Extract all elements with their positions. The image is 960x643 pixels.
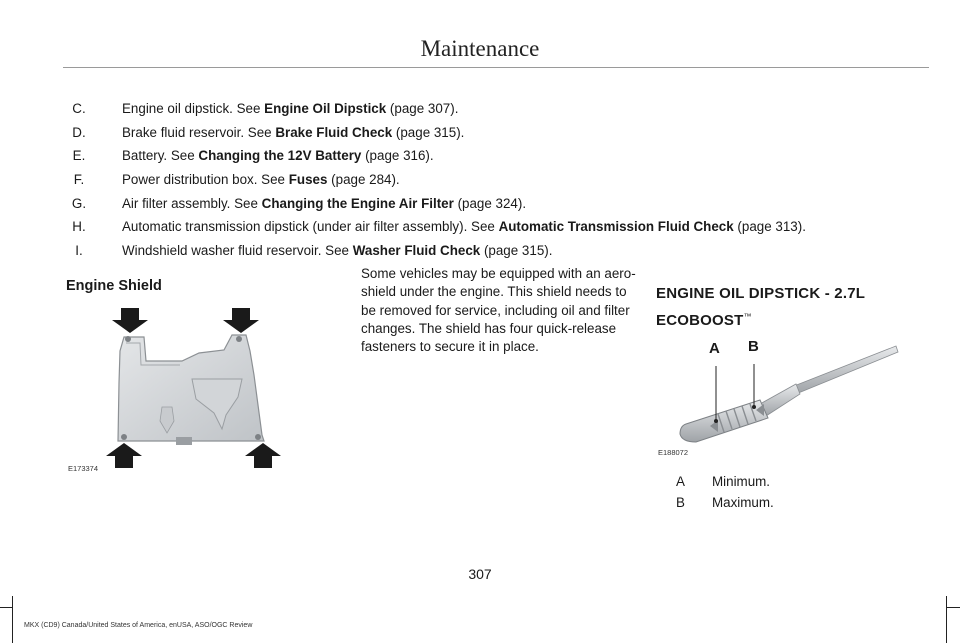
list-item-letter: H. <box>72 219 86 235</box>
image-code: E188072 <box>658 448 689 457</box>
cross-reference-link[interactable]: Automatic Transmission Fluid Check <box>498 219 734 235</box>
list-item-letter: C. <box>72 101 86 116</box>
up-arrow-icon <box>106 443 142 468</box>
cross-reference-link[interactable]: Changing the Engine Air Filter <box>261 195 454 211</box>
list-item-text: Windshield washer fluid reservoir. See Washer Fluid Check (page 315). <box>122 243 553 259</box>
list-item <box>60 147 900 171</box>
down-arrow-icon <box>112 308 148 333</box>
list-item-text: Brake fluid reservoir. See Brake Fluid Check (page 315). <box>122 124 465 140</box>
cross-reference-link[interactable]: Changing the 12V Battery <box>198 148 362 164</box>
crop-mark <box>947 607 960 608</box>
dipstick-illustration <box>656 338 900 448</box>
down-arrow-icon <box>223 308 259 333</box>
callout-b: B <box>748 338 759 355</box>
up-arrow-icon <box>245 443 281 468</box>
crop-mark <box>0 607 12 608</box>
list-item-text: Power distribution box. See Fuses (page 284). <box>122 172 400 188</box>
list-item <box>60 171 900 195</box>
engine-shield-heading: Engine Shield <box>66 278 162 294</box>
page-header-title: Maintenance <box>420 36 540 61</box>
list-item-letter: F. <box>73 172 85 188</box>
cross-reference-link[interactable]: Washer Fluid Check <box>352 243 481 259</box>
list-item <box>60 100 900 124</box>
list-item-letter: E. <box>72 148 86 164</box>
callout-a: A <box>709 340 720 357</box>
list-item <box>60 218 900 242</box>
image-code: E173374 <box>68 464 99 473</box>
legend-value: Minimum. <box>712 474 771 489</box>
legend-key: A <box>676 474 685 489</box>
component-list <box>60 100 900 266</box>
page-number: 307 <box>468 566 492 582</box>
crop-mark <box>946 596 947 643</box>
list-item-text: Air filter assembly. See Changing the Engine Air Filter (page 324). <box>122 195 527 211</box>
cross-reference-link[interactable]: Fuses <box>288 172 328 188</box>
list-item-letter: I. <box>75 243 83 259</box>
list-item <box>60 195 900 219</box>
list-item-text: Automatic transmission dipstick (under air filter assembly). See Automatic Transmission Fluid Check (page 313). <box>122 219 806 235</box>
list-item-text: Battery. See Changing the 12V Battery (page 316). <box>122 148 434 164</box>
crop-mark <box>12 596 13 643</box>
list-item <box>60 242 900 266</box>
list-item <box>60 124 900 148</box>
legend-value: Maximum. <box>712 495 774 510</box>
list-item-letter: G. <box>71 195 87 211</box>
dipstick-legend <box>676 471 774 513</box>
legend-row <box>676 471 774 492</box>
list-item-letter: D. <box>72 124 86 140</box>
cross-reference-link[interactable]: Brake Fluid Check <box>275 124 393 140</box>
cross-reference-link[interactable]: Engine Oil Dipstick <box>264 101 387 116</box>
dipstick-heading: ENGINE OIL DIPSTICK - 2.7L ECOBOOST™ <box>656 285 866 329</box>
engine-shield-illustration <box>64 303 290 473</box>
footer-text: MKX (CD9) Canada/United States of America, enUSA, ASO/OGC Review <box>24 622 253 629</box>
engine-shield-paragraph: Some vehicles may be equipped with an aero-shield under the engine. This shield needs to be removed for service, including oil and filter changes. The shield has four quick-release fasteners to secure it in place. <box>361 266 636 355</box>
list-item-text: Engine oil dipstick. See Engine Oil Dipstick (page 307). <box>122 101 459 116</box>
legend-key: B <box>676 495 685 510</box>
legend-row <box>676 492 774 513</box>
header-rule <box>63 67 929 68</box>
